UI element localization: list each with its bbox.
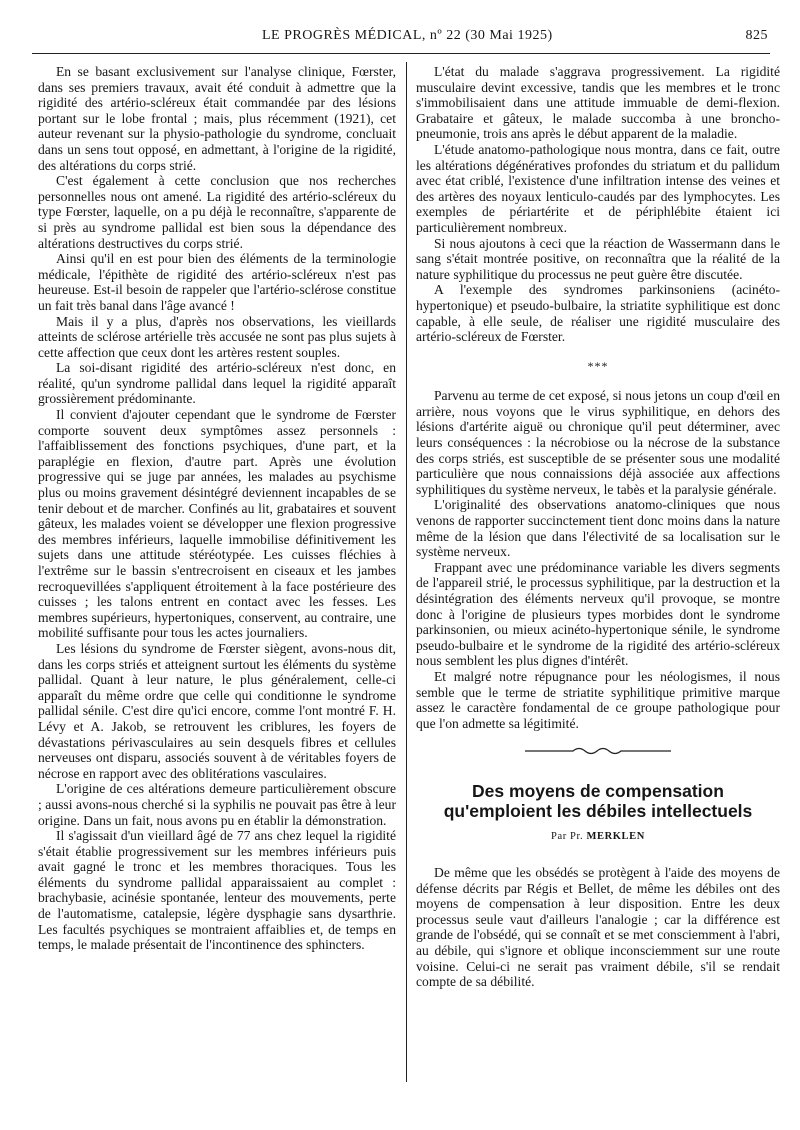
paragraph: Mais il y a plus, d'après nos observations, les vieillards atteints de sclérose artérielle très accusée ne sont pas plus sujets à cette affection que ceux dont les artères restent souples.: [38, 313, 396, 360]
paragraph: L'origine de ces altérations demeure particulièrement obscure ; aussi avons-nous cherché si la syphilis ne pouvait pas être à leur origine. Dans un fait, nous avons pu en établir la démonstration.: [38, 781, 396, 828]
article-byline: [416, 829, 780, 845]
running-header: [40, 28, 768, 48]
paragraph: Ainsi qu'il en est pour bien des éléments de la terminologie médicale, l'épithète de rigidité des artério-scléreux n'est pas heureuse. Est-il besoin de rappeler que l'artério-sclérose constitue un fait très banal dans l'âge avancé !: [38, 251, 396, 313]
paragraph: Il convient d'ajouter cependant que le syndrome de Fœrster comporte souvent deux symptômes assez personnels : l'affaiblissement des fonctions psychiques, d'une part, et la paraplégie en flexion, d'autre part. Après une évolution progressive qui se juge par années, les malades au psychisme plus ou moins gravement désintégré deviennent incapables de se tenir debout et de marcher. Confinés au lit, grabataires et souvent gâteux, les malades voient se développer une flexion progressive des membres inférieurs, laquelle immobilise définitivement les sujets dans une attitude stéréotypée. Les cuisses fléchies à l'extrême sur le bassin s'entrecroisent en ciseaux et les jambes recroquevillées s'appliquent étroitement à la face postérieure des cuisses ; les talons entrent en contact avec les fesses. Les membres supérieurs, hypertoniques, conservent, au contraire, une mobilité suffisante pour tous les actes journaliers.: [38, 407, 396, 641]
paragraph: La soi-disant rigidité des artério-scléreux n'est donc, en réalité, qu'un syndrome pallidal dans lequel la rigidité apparaît grossièrement prédominante.: [38, 360, 396, 407]
paragraph: Si nous ajoutons à ceci que la réaction de Wassermann dans le sang s'était montrée positive, on reconnaîtra que la réalité de la nature syphilitique du processus ne peut guère être discutée.: [416, 235, 780, 282]
left-column: [38, 64, 396, 953]
paragraph: Frappant avec une prédominance variable les divers segments de l'appareil strié, le processus syphilitique, par la destruction et la désintégration des éléments nerveux qu'il provoque, se montre donc à l'origine de plusieurs types morbides dont le syndrome parkinsonien, ou mieux acinéto-hypertonique sénile, le syndrome pseudo-bulbaire et le syndrome de la rigidité des artério-scléreux nous semblent les plus dignes d'intérêt.: [416, 559, 780, 669]
paragraph: Les lésions du syndrome de Fœrster siègent, avons-nous dit, dans les corps striés et atteignent surtout les éléments du système pallidal. Quant à leur nature, le plus généralement, celle-ci apparaît du même ordre que celle qui conditionne le syndrome pallidal sénile. C'est dire qu'ici encore, comme l'ont montré F. H. Lévy et A. Jakob, se retrouvent les criblures, les foyers de dévastations périvasculaires au sein desquels fibres et cellules nerveuses ont disparu, associés souvent à de véritables foyers de nécrose en rapport avec des oblitérations vasculaires.: [38, 640, 396, 781]
column-divider: [406, 62, 407, 1082]
page-number: 825: [745, 28, 768, 43]
paragraph: Parvenu au terme de cet exposé, si nous jetons un coup d'œil en arrière, nous voyons que le virus syphilitique, en dehors des lésions d'artérite aiguë ou chronique qu'il peut déterminer, avec leurs conséquences : la nécrobiose ou la nécrose de la substance des corps striés, est susceptible de se présenter sous une modalité particulière que nous connaissions déjà associée aux affections syphilitiques du système nerveux, le tabès et la paralysie générale.: [416, 388, 780, 497]
section-flourish-divider: [416, 745, 780, 757]
journal-title: LE PROGRÈS MÉDICAL, nº 22 (30 Mai 1925): [262, 28, 553, 43]
flourish-ornament-icon: [523, 745, 673, 757]
article-title-line: Des moyens de compensation: [472, 781, 724, 802]
article-paragraph: De même que les obsédés se protègent à l'aide des moyens de défense décrits par Régis et Bellet, de même les débiles ont des moyens de compensation à leur disposition. Entre les deux processus seule vaut d'ailleurs l'analogie ; car la différence est grande de l'obsédé, qui se connaît et se met consciemment à l'abri, au débile, qui s'ignore et oblique inconsciemment sur une route voisine. Celui-ci ne serait pas vraiment débile, s'il se rendait compte de sa débilité.: [416, 864, 780, 990]
paragraph: L'état du malade s'aggrava progressivement. La rigidité musculaire devint excessive, tandis que les membres et le tronc s'immobilisaient dans une attitude immuable de demi-flexion. Grabataire et gâteux, le malade succomba à une broncho-pneumonie, trois ans après le début apparent de la maladie.: [416, 64, 780, 142]
article-title: [416, 781, 780, 821]
header-rule: [32, 53, 770, 54]
paragraph: A l'exemple des syndromes parkinsoniens (acinéto-hypertonique) et pseudo-bulbaire, la striatite syphilitique est donc capable, à elle seule, de réaliser une rigidité musculaire des artério-scléreux de Fœrster.: [416, 282, 780, 345]
right-column: [416, 64, 780, 990]
paragraph: Et malgré notre répugnance pour les néologismes, il nous semble que le terme de striatite syphilitique primitive marque assez le caractère fondamental de ce groupe pathologique pour que l'on admette sa légitimité.: [416, 668, 780, 731]
paragraph: L'originalité des observations anatomo-cliniques que nous venons de rapporter succinctement tient donc moins dans la nature même de la lésion que dans l'électivité de sa localisation sur le système nerveux.: [416, 497, 780, 560]
author-name: MERKLEN: [586, 831, 645, 843]
paragraph: C'est également à cette conclusion que nos recherches personnelles nous ont amené. La rigidité des artério-scléreux du type Fœrster, laquelle, on a pu déjà le reconnaître, s'apparente de si près au syndrome pallidal est bien sous la dépendance des altérations destructives du corps strié.: [38, 173, 396, 251]
section-asterism: ***: [587, 358, 609, 373]
byline-prefix: Par Pr.: [551, 831, 584, 843]
paragraph: Il s'agissait d'un vieillard âgé de 77 ans chez lequel la rigidité s'était établie progressivement sur les membres inférieurs puis avait gagné le tronc et les membres thoraciques. Tous les éléments du syndrome pallidal apparaissaient au complet : brachybasie, acinésie spontanée, lenteur des mouvements, perte de l'automatisme, catalepsie, légère dysphagie sans dysarthrie. Les facultés psychiques se montraient affaiblies et, de temps en temps, le malade présentait de l'incontinence des sphincters.: [38, 828, 396, 953]
paragraph: L'étude anatomo-pathologique nous montra, dans ce fait, outre les altérations dégénératives profondes du striatum et du pallidum avec état criblé, l'existence d'une infiltration intense des veines et des artères des noyaux lenticulo-caudés par des lymphocytes. Les exemples de périartérite et de périphlébite étaient ici particulièrement nombreux.: [416, 141, 780, 235]
article-title-line: qu'emploient les débiles intellectuels: [443, 801, 753, 822]
paragraph: En se basant exclusivement sur l'analyse clinique, Fœrster, dans ses premiers travaux, avait été conduit à admettre que la rigidité des artério-scléreux était commandée par des lésions portant sur le lobe frontal ; mais, plus récemment (1921), cet auteur revenant sur la physio-pathologie du syndrome, concluait dans un sens tout opposé, en admettant, à l'origine de la rigidité, des altérations du corps strié.: [38, 64, 396, 173]
